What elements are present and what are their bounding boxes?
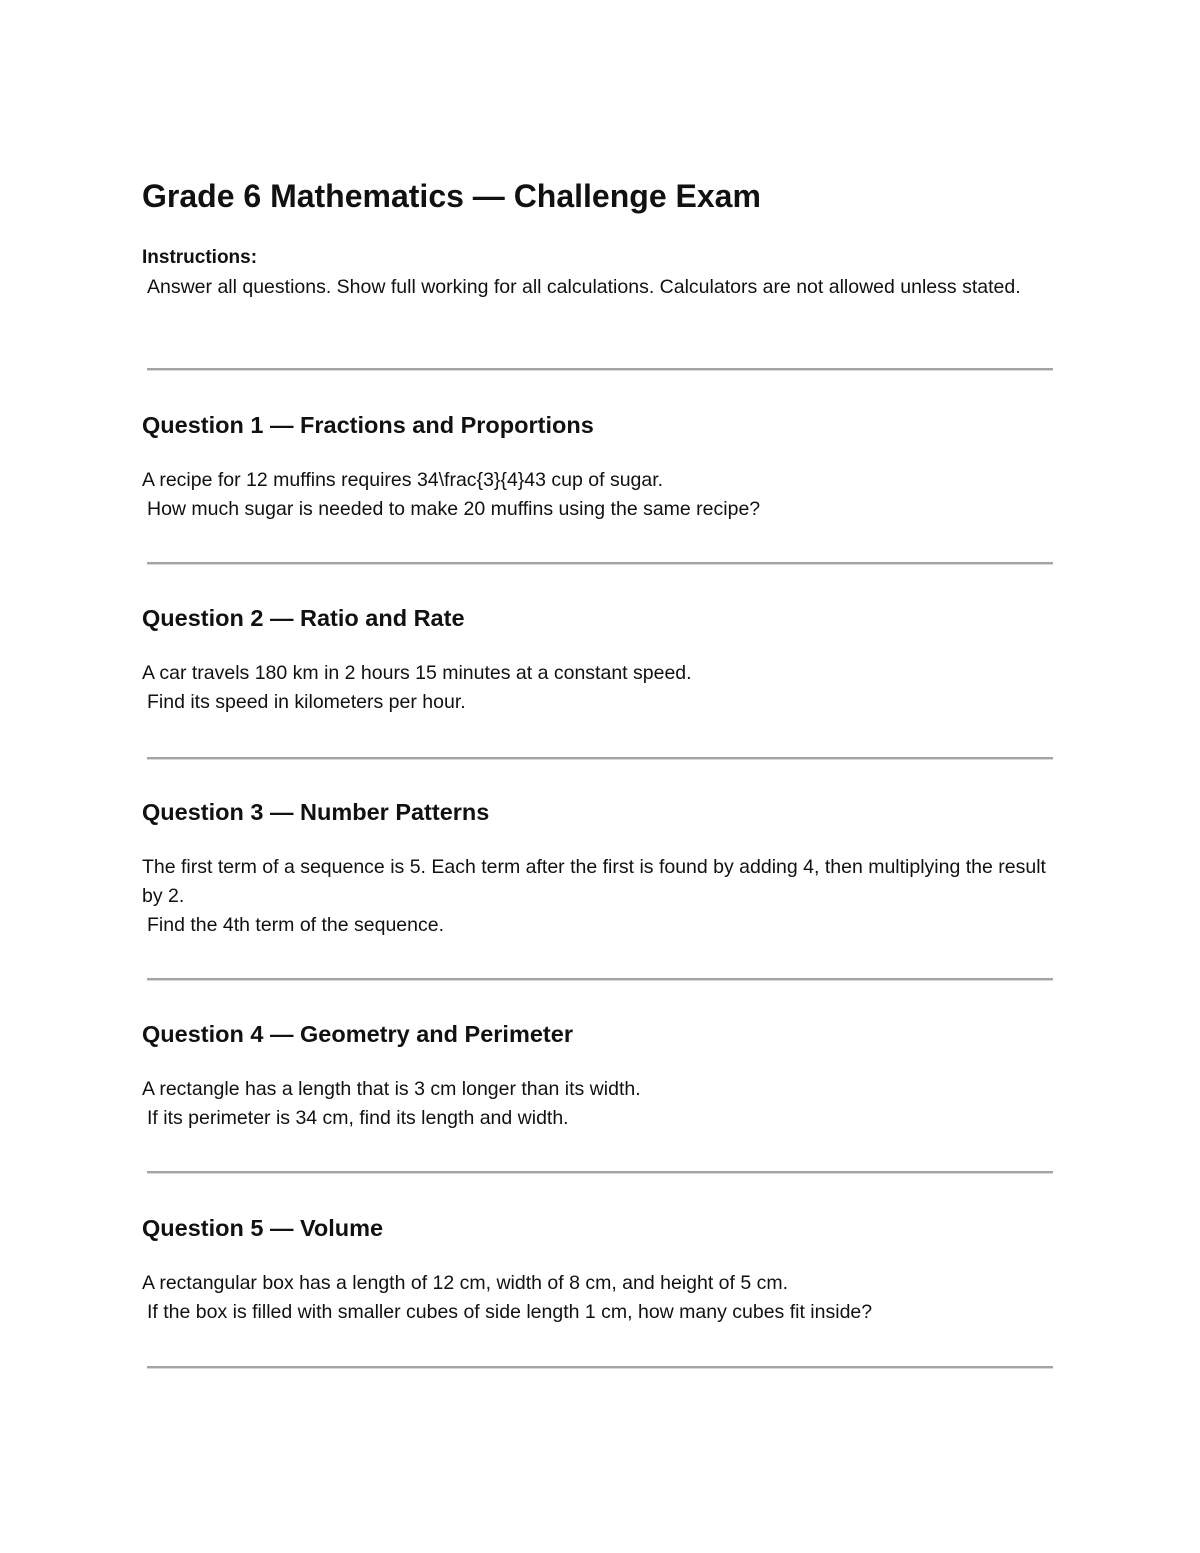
question-1-body [142, 466, 1054, 524]
question-5-line-1: A rectangular box has a length of 12 cm, width of 8 cm, and height of 5 cm. [142, 1272, 789, 1294]
question-1-line-1: A recipe for 12 muffins requires 34\frac{3}{4}43 cup of sugar. [142, 469, 664, 491]
instructions-body: Answer all questions. Show full working for all calculations. Calculators are not allowed unless stated. [147, 276, 1021, 298]
question-3-line-2: Find the 4th term of the sequence. [147, 914, 445, 936]
question-4-line-2: If its perimeter is 34 cm, find its length and width. [147, 1107, 569, 1129]
question-5-line-2: If the box is filled with smaller cubes of side length 1 cm, how many cubes fit inside? [147, 1301, 873, 1323]
question-3-heading: Question 3 — Number Patterns [142, 799, 490, 825]
divider [147, 1171, 1053, 1174]
question-5-heading: Question 5 — Volume [142, 1215, 384, 1241]
divider [147, 757, 1053, 760]
question-4-body [142, 1075, 1054, 1133]
question-4-heading: Question 4 — Geometry and Perimeter [142, 1021, 573, 1047]
question-4-line-1: A rectangle has a length that is 3 cm longer than its width. [142, 1078, 641, 1100]
question-2-line-1: A car travels 180 km in 2 hours 15 minutes at a constant speed. [142, 662, 692, 684]
question-2-body [142, 659, 1054, 717]
divider [147, 562, 1053, 565]
question-1-heading: Question 1 — Fractions and Proportions [142, 412, 594, 438]
divider [147, 978, 1053, 981]
divider [147, 368, 1053, 371]
instructions-text [142, 272, 1052, 302]
question-2-heading: Question 2 — Ratio and Rate [142, 605, 465, 631]
question-3-body [142, 853, 1052, 940]
question-1-line-2: How much sugar is needed to make 20 muffins using the same recipe? [147, 498, 761, 520]
question-2-line-2: Find its speed in kilometers per hour. [147, 691, 466, 713]
question-3-line-1: The first term of a sequence is 5. Each term after the first is found by adding 4, then multiplying the result by 2. [142, 856, 1046, 907]
divider [147, 1366, 1053, 1369]
question-5-body [142, 1269, 1054, 1327]
exam-title: Grade 6 Mathematics — Challenge Exam [142, 178, 761, 214]
instructions-label: Instructions: [142, 247, 258, 268]
